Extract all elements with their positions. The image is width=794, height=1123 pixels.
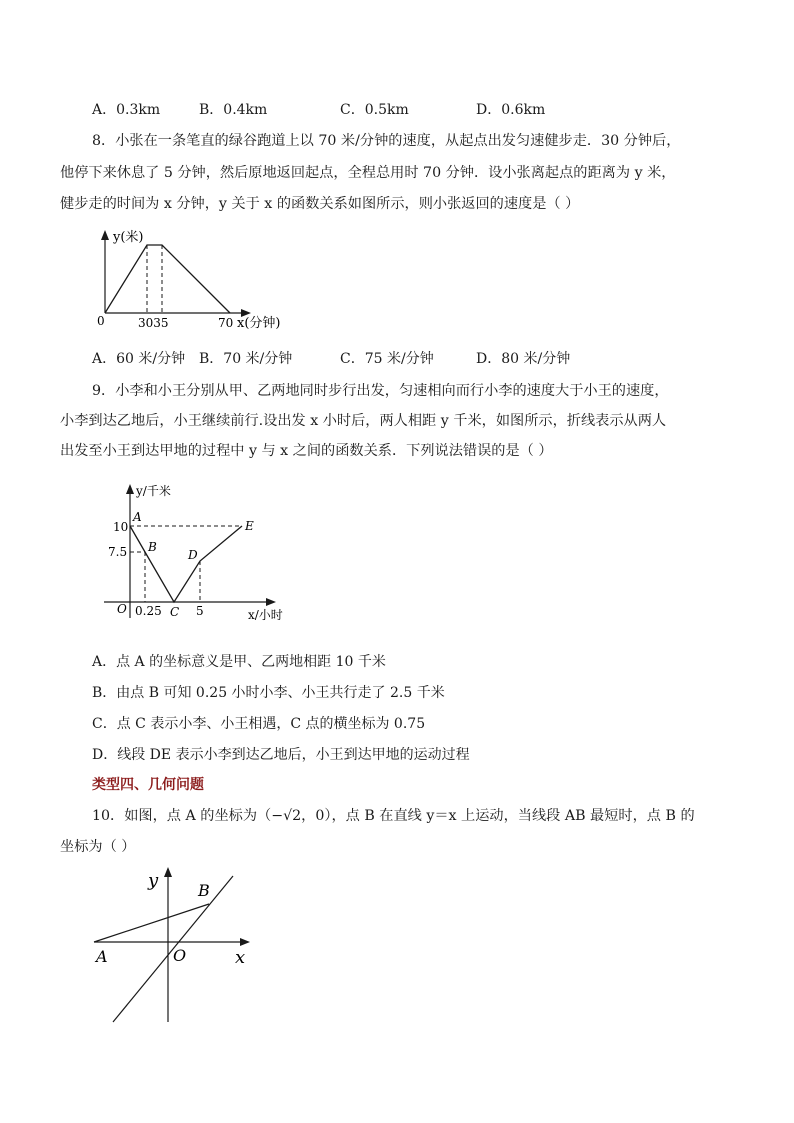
q7-option-d: D．0.6km bbox=[476, 102, 546, 118]
q9-point-d-label: D bbox=[188, 548, 198, 562]
q9-distance-time-graph bbox=[100, 478, 300, 628]
q9-tick-7-5: 7.5 bbox=[108, 545, 128, 559]
q8-origin-label: 0 bbox=[97, 314, 105, 328]
q10-text-line-1: 10．如图，点 A 的坐标为（−√2，0），点 B 在直线 y＝x 上运动，当线段 AB 最短时，点 B 的 bbox=[92, 808, 695, 824]
q10-point-b-label: B bbox=[198, 881, 210, 900]
q8-y-axis-label: y(米) bbox=[113, 230, 144, 245]
q7-option-a: A．0.3km bbox=[92, 102, 161, 118]
q9-text-line-1: 9．小李和小王分别从甲、乙两地同时步行出发，匀速相向而行小李的速度大于小王的速度， bbox=[92, 383, 669, 399]
q10-text-line-2: 坐标为（ ） bbox=[60, 839, 136, 855]
q8-tick-70: 70 bbox=[218, 316, 234, 330]
q8-option-a: A．60 米/分钟 bbox=[92, 351, 186, 367]
q9-point-b-label: B bbox=[148, 540, 157, 554]
q8-option-d: D．80 米/分钟 bbox=[476, 351, 571, 367]
q9-option-c: C．点 C 表示小李、小王相遇，C 点的横坐标为 0.75 bbox=[92, 716, 426, 732]
q8-x-axis-label: x(分钟) bbox=[237, 316, 281, 331]
q9-point-e-label: E bbox=[245, 519, 254, 533]
q8-option-c: C．75 米/分钟 bbox=[340, 351, 434, 367]
q8-tick-3035: 3035 bbox=[138, 316, 169, 330]
q9-y-axis-label: y/千米 bbox=[136, 484, 171, 498]
q8-text-line-1: 8．小张在一条笔直的绿谷跑道上以 70 米/分钟的速度，从起点出发匀速健步走．30 分钟后， bbox=[92, 133, 681, 149]
q7-option-c: C．0.5km bbox=[340, 102, 409, 118]
q9-tick-10: 10 bbox=[113, 520, 129, 534]
q7-option-b: B．0.4km bbox=[199, 102, 268, 118]
q10-y-axis-label: y bbox=[148, 870, 159, 891]
q9-x-axis-label: x/小时 bbox=[248, 608, 283, 622]
q9-option-d: D．线段 DE 表示小李到达乙地后，小王到达甲地的运动过程 bbox=[92, 747, 470, 763]
q10-point-a-label: A bbox=[96, 947, 108, 966]
q8-text-line-2: 他停下来休息了 5 分钟，然后原地返回起点，全程总用时 70 分钟．设小张离起点的距离为 y 米， bbox=[60, 165, 676, 181]
q9-option-a: A．点 A 的坐标意义是甲、乙两地相距 10 千米 bbox=[92, 654, 386, 670]
q10-origin-label: O bbox=[173, 946, 187, 965]
q9-point-a-label: A bbox=[133, 510, 142, 524]
q9-text-line-2: 小李到达乙地后，小王继续前行.设出发 x 小时后，两人相距 y 千米，如图所示，折线表示从两人 bbox=[60, 413, 667, 429]
q10-x-axis-label: x bbox=[235, 947, 246, 968]
q8-text-line-3: 健步走的时间为 x 分钟，y 关于 x 的函数关系如图所示，则小张返回的速度是（ ） bbox=[60, 196, 580, 212]
q9-text-line-3: 出发至小王到达甲地的过程中 y 与 x 之间的函数关系．下列说法错误的是（ ） bbox=[60, 443, 553, 459]
section-title: 类型四、几何问题 bbox=[92, 777, 204, 793]
q10-coordinate-graph bbox=[88, 862, 263, 1027]
q9-point-c-label: C bbox=[170, 605, 180, 619]
q9-origin-label: O bbox=[117, 602, 127, 616]
q8-option-b: B．70 米/分钟 bbox=[199, 351, 293, 367]
q9-tick-0-25: 0.25 bbox=[135, 604, 162, 618]
q9-tick-5: 5 bbox=[196, 604, 204, 618]
q9-option-b: B．由点 B 可知 0.25 小时小李、小王共行走了 2.5 千米 bbox=[92, 685, 445, 701]
q8-distance-time-graph bbox=[85, 224, 300, 336]
